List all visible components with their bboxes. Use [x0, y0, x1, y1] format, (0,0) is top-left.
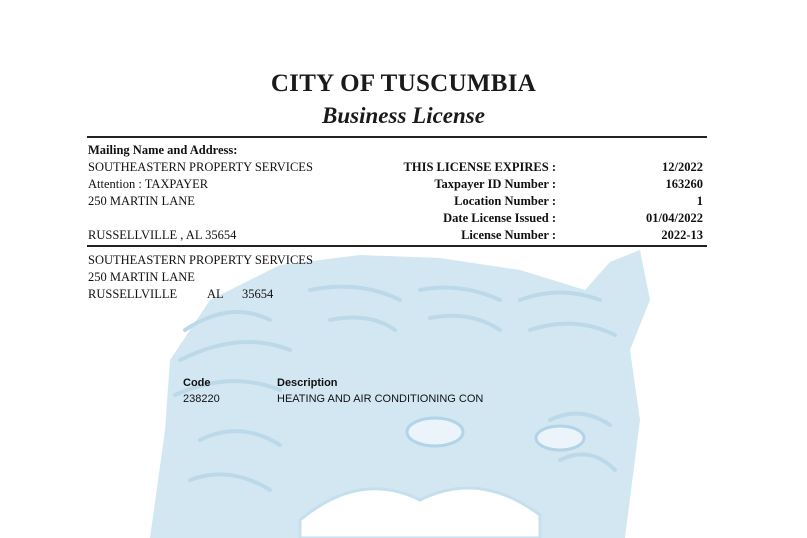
- city-title: CITY OF TUSCUMBIA: [270, 70, 537, 97]
- business-code: 238220: [183, 393, 220, 405]
- mailing-street: 250 MARTIN LANE: [88, 194, 195, 208]
- taxpayer-id-label: Taxpayer ID Number :: [434, 177, 556, 191]
- date-issued-label: Date License Issued :: [443, 211, 556, 225]
- license-number-label: License Number :: [461, 228, 556, 242]
- location-name: SOUTHEASTERN PROPERTY SERVICES: [88, 253, 313, 267]
- location-zip: 35654: [242, 287, 274, 301]
- mailing-city-line: RUSSELLVILLE , AL 35654: [88, 228, 237, 242]
- location-city: RUSSELLVILLE: [88, 287, 178, 301]
- expires-value: 12/2022: [662, 160, 703, 174]
- location-number-label: Location Number :: [454, 194, 556, 208]
- mailing-name: SOUTHEASTERN PROPERTY SERVICES: [88, 160, 313, 174]
- taxpayer-id-value: 163260: [665, 177, 703, 191]
- date-issued-value: 01/04/2022: [646, 211, 703, 225]
- mailing-attention: Attention : TAXPAYER: [88, 177, 209, 191]
- top-divider: [87, 136, 707, 138]
- bottom-divider: [87, 245, 707, 247]
- code-header: Code: [183, 377, 211, 389]
- license-number-value: 2022-13: [661, 228, 703, 242]
- description-header: Description: [277, 377, 338, 389]
- expires-label: THIS LICENSE EXPIRES :: [403, 160, 556, 174]
- location-street: 250 MARTIN LANE: [88, 270, 195, 284]
- business-description: HEATING AND AIR CONDITIONING CON: [277, 393, 484, 405]
- location-number-value: 1: [696, 194, 703, 208]
- document-type-title: Business License: [322, 103, 485, 128]
- location-state: AL: [207, 287, 224, 301]
- mailing-heading: Mailing Name and Address:: [88, 143, 238, 157]
